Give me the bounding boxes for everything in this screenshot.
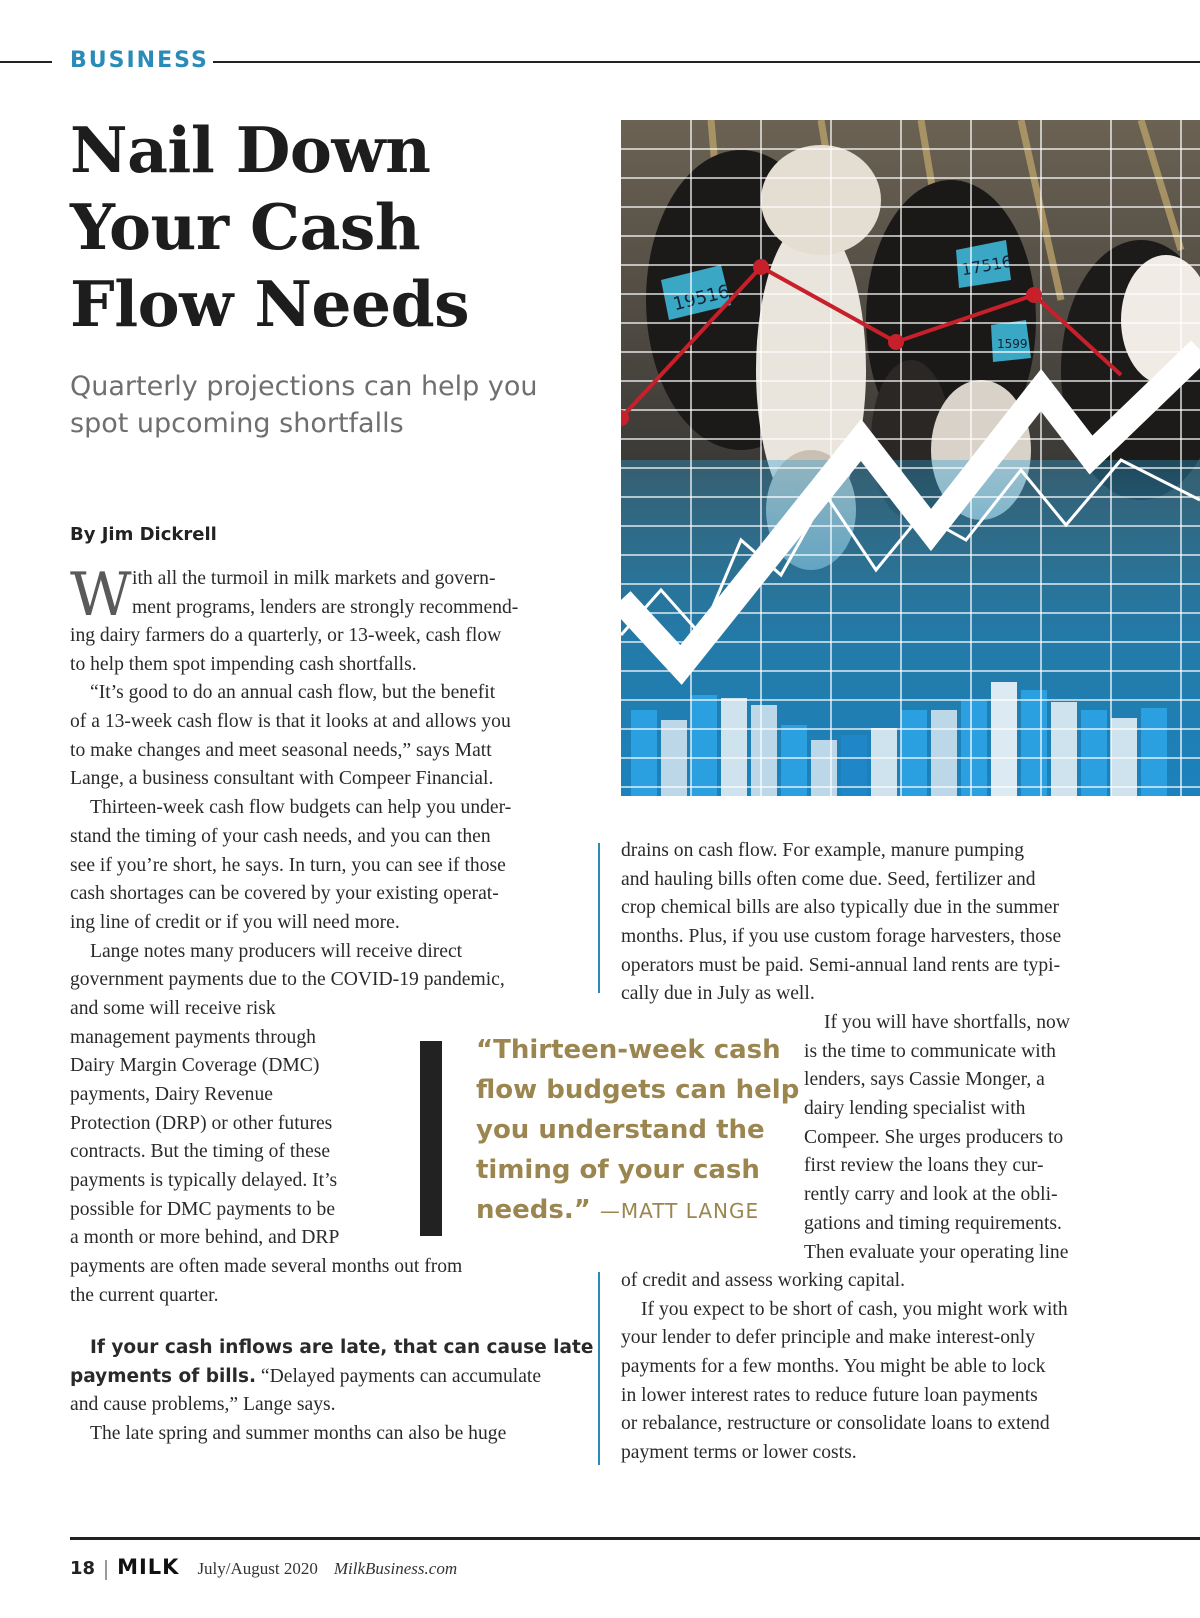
text-line: Compeer. She urges producers to: [804, 1126, 1064, 1148]
text-line: a month or more behind, and DRP: [70, 1227, 340, 1249]
section-rule-right: [213, 61, 1200, 63]
red-point: [753, 259, 769, 275]
text-line: payments are often made several months out from: [70, 1256, 463, 1278]
section-rule-left: [0, 61, 52, 63]
text-line: operators must be paid. Semi-annual land rents are typi-: [621, 954, 1061, 976]
article-photo: [621, 120, 1200, 796]
text-line: ing line of credit or if you will need more.: [70, 911, 400, 933]
column-rule-lower: [598, 1272, 600, 1465]
page-number: 18: [70, 1558, 96, 1579]
section-label: BUSINESS: [70, 48, 209, 73]
col2-wrap-text: [804, 1009, 1200, 1267]
deck: [70, 368, 590, 442]
headline: [70, 112, 590, 343]
text-line: Thirteen-week cash flow budgets can help you under-: [90, 797, 512, 819]
column-rule-upper: [598, 843, 600, 993]
deck-line: Quarterly projections can help you: [70, 371, 538, 402]
drop-cap: W: [70, 560, 132, 630]
red-point: [888, 334, 904, 350]
pullquote-end: needs.”: [476, 1195, 591, 1225]
cows-chart-illustration: [621, 120, 1200, 796]
text-line: The late spring and summer months can also be huge: [90, 1423, 507, 1445]
pullquote-line: you understand the: [476, 1115, 765, 1145]
text-run: “Delayed payments can accumulate: [256, 1365, 542, 1387]
text-line: of credit and assess working capital.: [621, 1270, 906, 1291]
text-line: payments for a few months. You might be able to lock: [621, 1356, 1046, 1378]
text-line: and cause problems,” Lange says.: [70, 1394, 336, 1416]
pullquote-line: timing of your cash: [476, 1155, 760, 1185]
text-line: of a 13-week cash flow is that it looks at and allows you: [70, 711, 511, 733]
text-line: payments, Dairy Revenue: [70, 1084, 273, 1105]
text-line: drains on cash flow. For example, manure pumping: [621, 840, 1025, 861]
footer-separator: [105, 1560, 107, 1580]
footer: [70, 1555, 457, 1580]
text-line: Dairy Margin Coverage (DMC): [70, 1055, 320, 1077]
footer-rule: [70, 1537, 1200, 1540]
text-line: in lower interest rates to reduce future loan payments: [621, 1384, 1038, 1406]
headline-line: Your Cash: [70, 190, 421, 264]
text-line: Lange notes many producers will receive direct: [90, 940, 463, 962]
text-line: contracts. But the timing of these: [70, 1141, 331, 1163]
pullquote: [476, 1030, 800, 1231]
pullquote-attribution: —MATT LANGE: [599, 1199, 760, 1223]
text-line: management payments through: [70, 1026, 316, 1048]
text-line: cally due in July as well.: [621, 983, 815, 1005]
pullquote-line: flow budgets can help: [476, 1075, 800, 1105]
text-line: rently carry and look at the obli-: [804, 1184, 1058, 1206]
text-line: government payments due to the COVID-19 pandemic,: [70, 969, 505, 991]
bold-lead: If your cash inflows are late, that can cause late: [90, 1337, 594, 1358]
text-line: cash shortages can be covered by your existing operat-: [70, 883, 499, 905]
col2-text-bottom: [621, 1267, 1200, 1468]
text-line: gations and timing requirements.: [804, 1212, 1062, 1234]
text-line: ing dairy farmers do a quarterly, or 13-week, cash flow: [70, 625, 502, 646]
text-line: to help them spot impending cash shortfalls.: [70, 653, 417, 675]
ear-tag-text: 17516: [959, 251, 1014, 280]
ear-tag-text: 1599: [997, 337, 1028, 351]
text-line: If you expect to be short of cash, you might work with: [641, 1298, 1068, 1320]
text-line: see if you’re short, he says. In turn, you can see if those: [70, 854, 506, 876]
byline: By Jim Dickrell: [70, 524, 217, 545]
issue-date: July/August 2020: [197, 1559, 318, 1578]
pullquote-line: “Thirteen-week cash: [476, 1035, 781, 1065]
headline-line: Flow Needs: [70, 267, 470, 341]
text-line: stand the timing of your cash needs, and you can then: [70, 825, 491, 847]
text-line: [70, 1363, 590, 1392]
text-line: is the time to communicate with: [804, 1040, 1056, 1062]
text-line: Protection (DRP) or other futures: [70, 1112, 333, 1134]
text-line: lenders, says Cassie Monger, a: [804, 1069, 1045, 1091]
text-line: [70, 1334, 594, 1363]
text-line: dairy lending specialist with: [804, 1098, 1026, 1120]
text-line: payments is typically delayed. It’s: [70, 1170, 338, 1192]
text-line: If you will have shortfalls, now: [824, 1012, 1070, 1033]
text-line: “It’s good to do an annual cash flow, but the benefit: [90, 682, 496, 704]
text-line: Then evaluate your operating line: [804, 1241, 1069, 1263]
col1-dropcap-lines: [132, 565, 582, 622]
text-line: and hauling bills often come due. Seed, fertilizer and: [621, 868, 1036, 890]
deck-line: spot upcoming shortfalls: [70, 408, 404, 439]
headline-line: Nail Down: [70, 113, 431, 187]
text-line: possible for DMC payments to be: [70, 1198, 336, 1220]
ear-tag-text: 19516: [671, 281, 732, 316]
magazine-logo: MILK: [117, 1555, 180, 1579]
text-line: the current quarter.: [70, 1284, 219, 1306]
bold-lead: payments of bills.: [70, 1365, 257, 1387]
website: MilkBusiness.com: [333, 1559, 458, 1578]
text-line: ith all the turmoil in milk markets and govern-: [132, 568, 496, 589]
text-line: months. Plus, if you use custom forage harvesters, those: [621, 926, 1062, 948]
text-line: Lange, a business consultant with Compeer Financial.: [70, 768, 494, 790]
col2-text: [621, 837, 1200, 1009]
text-line: and some will receive risk: [70, 997, 276, 1019]
pullquote-bar: [420, 1041, 442, 1236]
text-line: ment programs, lenders are strongly recommend-: [132, 596, 519, 618]
pullquote-line: [476, 1190, 776, 1231]
text-line: your lender to defer principle and make interest-only: [621, 1327, 1036, 1349]
red-point: [1026, 287, 1042, 303]
text-line: first review the loans they cur-: [804, 1155, 1044, 1177]
text-line: to make changes and meet seasonal needs,” says Matt: [70, 739, 492, 761]
text-line: crop chemical bills are also typically due in the summer: [621, 897, 1059, 919]
col1-text-bottom: [70, 1334, 594, 1449]
text-line: or rebalance, restructure or consolidate loans to extend: [621, 1413, 1050, 1435]
text-line: payment terms or lower costs.: [621, 1442, 857, 1464]
